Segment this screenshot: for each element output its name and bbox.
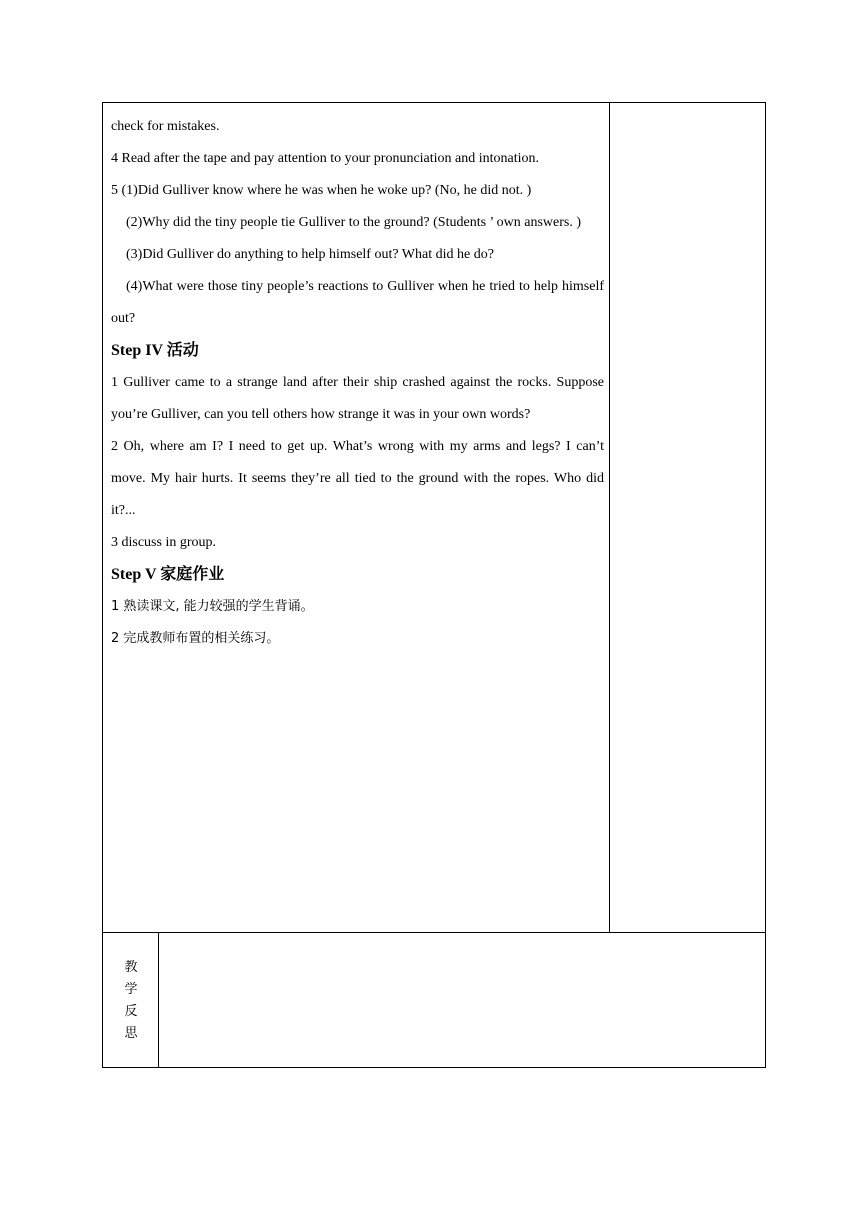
activity-3: 3 discuss in group.: [111, 535, 216, 550]
step-iv-heading: Step IV 活动: [111, 342, 199, 359]
reflection-label-char: 反: [124, 1004, 138, 1019]
question-4: (4)What were those tiny people’s reactions to Gulliver when he tried to help himself out?: [111, 279, 604, 326]
step-v-heading: Step V 家庭作业: [111, 566, 225, 583]
lesson-steps-cell: [103, 103, 610, 933]
homework-1: 1 熟读课文, 能力较强的学生背诵。: [111, 599, 314, 614]
question-2: (2)Why did the tiny people tie Gulliver to the ground? (Students ’ own answers. ): [126, 215, 582, 230]
activity-2: 2 Oh, where am I? I need to get up. What’s wrong with my arms and legs? I can’t move. My hair hurts. It seems they’re all tied to the ground with the ropes. Who did it?...: [111, 439, 604, 518]
homework-2: 2 完成教师布置的相关练习。: [111, 631, 280, 646]
reflection-label-cell: [103, 933, 159, 1067]
question-3: (3)Did Gulliver do anything to help himself out? What did he do?: [126, 247, 494, 262]
reflection-label: [103, 957, 159, 1045]
paragraph-read-after-tape: 4 Read after the tape and pay attention to your pronunciation and intonation.: [111, 151, 540, 166]
lesson-steps-content: [111, 111, 604, 655]
question-1: 5 (1)Did Gulliver know where he was when he woke up? (No, he did not. ): [111, 183, 532, 198]
paragraph-check-mistakes: check for mistakes.: [111, 119, 220, 134]
reflection-label-char: 学: [124, 982, 138, 997]
lesson-plan-table: [102, 102, 766, 1068]
reflection-label-char: 教: [124, 960, 138, 975]
reflection-label-char: 思: [124, 1026, 138, 1041]
notes-cell: [610, 103, 765, 933]
reflection-content-cell: [159, 933, 765, 1067]
activity-1: 1 Gulliver came to a strange land after their ship crashed against the rocks. Suppose you’re Gulliver, can you tell others how strange it was in your own words?: [111, 375, 604, 422]
